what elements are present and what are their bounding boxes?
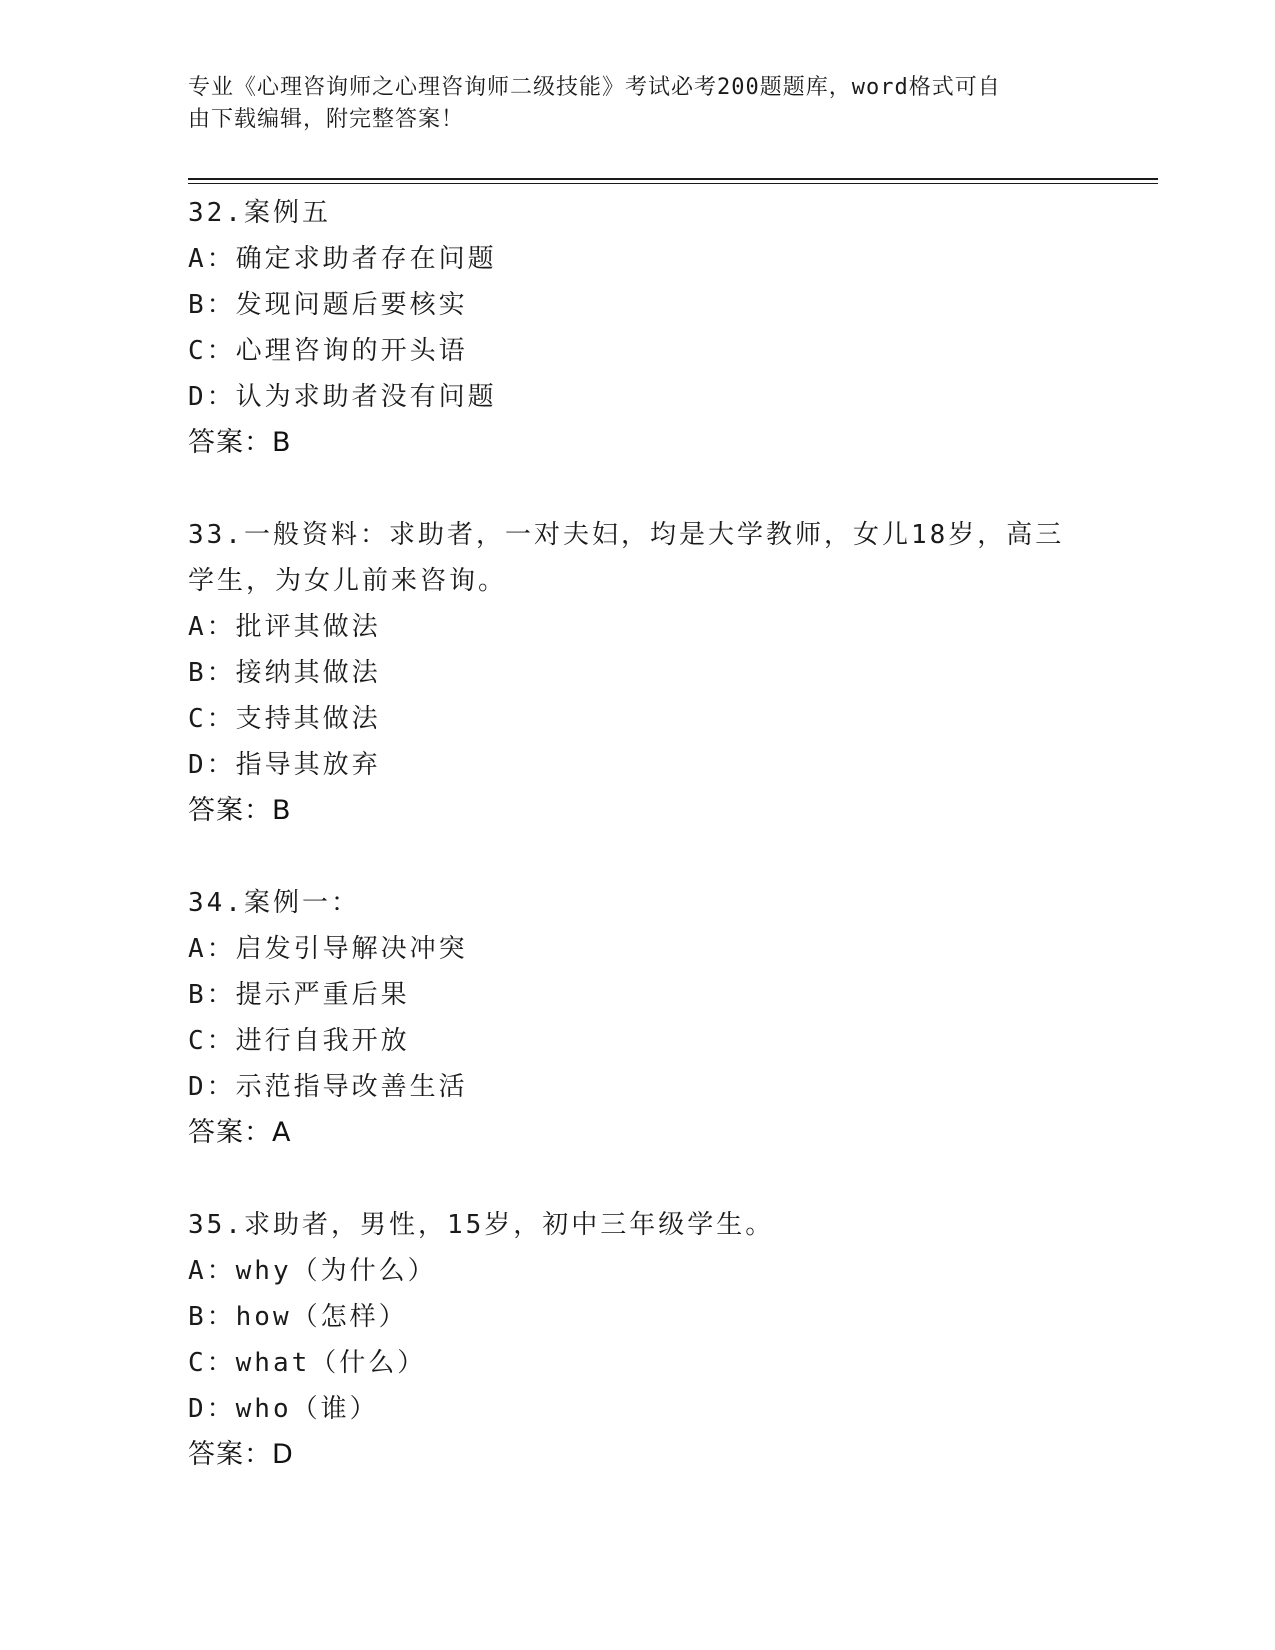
question-34 [188, 880, 1088, 1156]
option-b: B：接纳其做法 [188, 658, 381, 688]
answer-line: 答案：B [188, 427, 292, 458]
option-a: A：确定求助者存在问题 [188, 244, 497, 274]
question-35 [188, 1202, 1088, 1478]
option-b: B：how（怎样） [188, 1302, 408, 1332]
header-line-2: 由下载编辑，附完整答案！ [188, 107, 465, 132]
question-stem: 32.案例五 [188, 198, 331, 228]
question-33 [188, 512, 1088, 834]
option-d: D：认为求助者没有问题 [188, 382, 497, 412]
header-rule-thin [188, 183, 1158, 184]
option-a: A：批评其做法 [188, 612, 381, 642]
option-b: B：提示严重后果 [188, 980, 410, 1010]
answer-line: 答案：D [188, 1439, 294, 1470]
option-c: C：支持其做法 [188, 704, 381, 734]
option-c: C：心理咨询的开头语 [188, 336, 468, 366]
question-stem-continued: 学生，为女儿前来咨询。 [188, 566, 508, 596]
answer-line: 答案：B [188, 795, 292, 826]
option-a: A：why（为什么） [188, 1256, 437, 1286]
question-stem: 35.求助者，男性，15岁，初中三年级学生。 [188, 1210, 775, 1240]
option-d: D：示范指导改善生活 [188, 1072, 468, 1102]
option-a: A：启发引导解决冲突 [188, 934, 468, 964]
option-b: B：发现问题后要核实 [188, 290, 468, 320]
question-32 [188, 190, 1088, 466]
option-d: D：who（谁） [188, 1394, 379, 1424]
option-d: D：指导其放弃 [188, 750, 381, 780]
header-rule-thick [188, 178, 1158, 180]
answer-line: 答案：A [188, 1117, 292, 1148]
question-stem: 34.案例一： [188, 888, 360, 918]
document-header [188, 72, 1068, 136]
question-list [188, 190, 1088, 1478]
option-c: C：what（什么） [188, 1348, 427, 1378]
header-line-1: 专业《心理咨询师之心理咨询师二级技能》考试必考200题题库，word格式可自 [188, 75, 1001, 100]
question-stem: 33.一般资料：求助者，一对夫妇，均是大学教师，女儿18岁，高三 [188, 520, 1065, 550]
option-c: C：进行自我开放 [188, 1026, 410, 1056]
